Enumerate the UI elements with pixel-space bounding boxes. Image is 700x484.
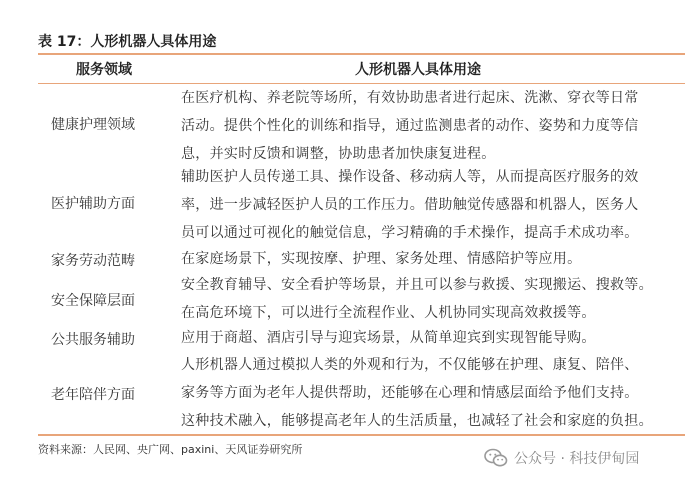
row-category: 健康护理领域 — [51, 117, 135, 133]
watermark-text: 公众号 · 科技伊甸园 — [514, 451, 640, 467]
row-category: 公共服务辅助 — [51, 332, 135, 348]
table-header — [38, 56, 685, 82]
table-title: 表 17：人形机器人具体用途 — [38, 34, 217, 50]
row-category: 安全保障层面 — [51, 293, 135, 309]
header-service-area: 服务领域 — [76, 62, 132, 78]
row-description: 在家庭场景下，实现按摩、护理、家务处理、情感陪护等应用。 — [181, 251, 582, 267]
row-description: 辅助医护人员传递工具、操作设备、移动病人等，从而提高医疗服务的效 率，进一步减轻医护人员的工作压力。借助触觉传感器和机器人，医务人 员可以通过可视化的触觉信息，学习精确的手术操作，提高手术成功率。 — [181, 169, 639, 241]
row-description: 在医疗机构、养老院等场所，有效协助患者进行起床、洗漱、穿衣等日常 活动。提供个性化的训练和指导，通过监测患者的动作、姿势和力度等信 息，并实时反馈和调整，协助患者加快康复进程。 — [181, 90, 639, 162]
watermark — [484, 446, 639, 470]
row-description: 人形机器人通过模拟人类的外观和行为，不仅能够在护理、康复、陪伴、 家务等方面为老年人提供帮助，还能够在心理和情感层面给予他们支持。 这种技术融入，能够提高老年人的生活质量，也减轻了社会和家庭的负担。 — [181, 357, 653, 429]
row-category: 家务劳动范畴 — [51, 253, 135, 269]
row-category: 医护辅助方面 — [51, 196, 135, 212]
top-rule — [38, 53, 685, 55]
wechat-icon — [484, 448, 508, 468]
bottom-rule — [38, 434, 685, 436]
source-note: 资料来源：人民网、央广网、paxini、天风证券研究所 — [38, 443, 303, 456]
header-specific-use: 人形机器人具体用途 — [355, 62, 481, 78]
row-description: 应用于商超、酒店引导与迎宾场景，从简单迎宾到实现智能导购。 — [181, 330, 596, 346]
row-category: 老年陪伴方面 — [51, 387, 135, 403]
row-description: 安全教育辅导、安全看护等场景，并且可以参与救援、实现搬运、搜救等。 在高危环境下，可以进行全流程作业、人机协同实现高效救援等。 — [181, 277, 653, 321]
